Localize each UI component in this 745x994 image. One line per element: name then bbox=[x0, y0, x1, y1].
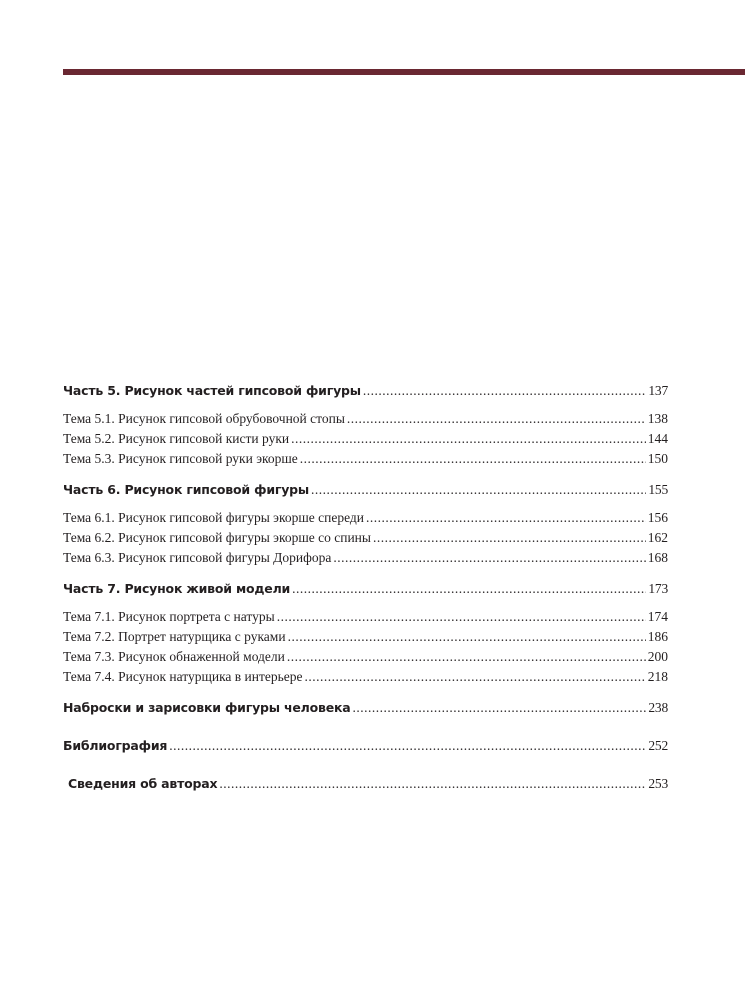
toc-entry-page: 137 bbox=[648, 383, 668, 398]
toc-entry-label: Библиография bbox=[63, 738, 168, 753]
toc-leader-dots bbox=[353, 700, 646, 716]
toc-entry-part-5[interactable] bbox=[63, 383, 668, 403]
toc-entry-page: 144 bbox=[647, 431, 668, 446]
toc-entry-page: 173 bbox=[648, 581, 668, 596]
toc-entry-label: Тема 7.3. Рисунок обнаженной модели bbox=[63, 649, 285, 664]
toc-entry-topic-7-3[interactable] bbox=[63, 649, 668, 669]
toc-entry-label: Тема 7.4. Рисунок натурщика в интерьере bbox=[63, 669, 303, 684]
toc-entry-page: 156 bbox=[647, 510, 668, 525]
toc-entry-label: Тема 6.3. Рисунок гипсовой фигуры Дорифора bbox=[63, 550, 332, 565]
toc-entry-authors[interactable] bbox=[63, 776, 668, 796]
toc-leader-dots bbox=[288, 629, 646, 645]
toc-leader-dots bbox=[169, 738, 646, 754]
toc-entry-page: 150 bbox=[647, 451, 668, 466]
toc-entry-page: 138 bbox=[647, 411, 668, 426]
toc-leader-dots bbox=[291, 431, 646, 447]
toc-entry-page: 238 bbox=[648, 700, 668, 715]
toc-leader-dots bbox=[292, 581, 646, 597]
toc-entry-topic-5-2[interactable] bbox=[63, 431, 668, 451]
toc-leader-dots bbox=[347, 411, 646, 427]
toc-entry-topic-7-1[interactable] bbox=[63, 609, 668, 629]
toc-entry-page: 174 bbox=[647, 609, 668, 624]
toc-leader-dots bbox=[366, 510, 646, 526]
toc-leader-dots bbox=[363, 383, 646, 399]
toc-entry-page: 155 bbox=[648, 482, 668, 497]
toc-leader-dots bbox=[333, 550, 645, 566]
toc-entry-label: Тема 6.2. Рисунок гипсовой фигуры экорше со спины bbox=[63, 530, 371, 545]
toc-entry-label: Наброски и зарисовки фигуры человека bbox=[63, 700, 351, 715]
toc-entry-label: Часть 6. Рисунок гипсовой фигуры bbox=[63, 482, 310, 497]
toc-entry-label: Часть 7. Рисунок живой модели bbox=[63, 581, 291, 596]
toc-entry-topic-7-2[interactable] bbox=[63, 629, 668, 649]
toc-leader-dots bbox=[277, 609, 646, 625]
toc-entry-page: 253 bbox=[648, 776, 668, 791]
toc-entry-label: Сведения об авторах bbox=[68, 776, 218, 791]
toc-entry-page: 162 bbox=[647, 530, 668, 545]
toc-entry-label: Тема 5.2. Рисунок гипсовой кисти руки bbox=[63, 431, 290, 446]
toc-entry-page: 218 bbox=[647, 669, 668, 684]
toc-entry-label: Часть 5. Рисунок частей гипсовой фигуры bbox=[63, 383, 361, 398]
toc-entry-topic-6-1[interactable] bbox=[63, 510, 668, 530]
top-decorative-rule bbox=[63, 69, 745, 75]
toc-entry-label: Тема 5.3. Рисунок гипсовой руки экорше bbox=[63, 451, 298, 466]
toc-entry-topic-6-2[interactable] bbox=[63, 530, 668, 550]
toc-leader-dots bbox=[373, 530, 646, 546]
toc-entry-topic-7-4[interactable] bbox=[63, 669, 668, 689]
toc-entry-label: Тема 5.1. Рисунок гипсовой обрубовочной стопы bbox=[63, 411, 345, 426]
toc-entry-label: Тема 7.2. Портрет натурщика с руками bbox=[63, 629, 286, 644]
toc-leader-dots bbox=[305, 669, 646, 685]
toc-entry-topic-5-3[interactable] bbox=[63, 451, 668, 471]
toc-leader-dots bbox=[311, 482, 646, 498]
toc-leader-dots bbox=[219, 776, 646, 792]
toc-leader-dots bbox=[287, 649, 646, 665]
toc-entry-sketches[interactable] bbox=[63, 700, 668, 720]
toc-entry-part-6[interactable] bbox=[63, 482, 668, 502]
toc-entry-page: 186 bbox=[647, 629, 668, 644]
toc-entry-bibliography[interactable] bbox=[63, 738, 668, 758]
toc-entry-page: 252 bbox=[648, 738, 668, 753]
toc-entry-label: Тема 6.1. Рисунок гипсовой фигуры экорше спереди bbox=[63, 510, 364, 525]
toc-entry-topic-6-3[interactable] bbox=[63, 550, 668, 570]
toc-entry-page: 200 bbox=[647, 649, 668, 664]
table-of-contents bbox=[63, 383, 668, 796]
toc-entry-topic-5-1[interactable] bbox=[63, 411, 668, 431]
toc-entry-label: Тема 7.1. Рисунок портрета с натуры bbox=[63, 609, 275, 624]
toc-entry-part-7[interactable] bbox=[63, 581, 668, 601]
toc-leader-dots bbox=[300, 451, 646, 467]
toc-entry-page: 168 bbox=[647, 550, 668, 565]
